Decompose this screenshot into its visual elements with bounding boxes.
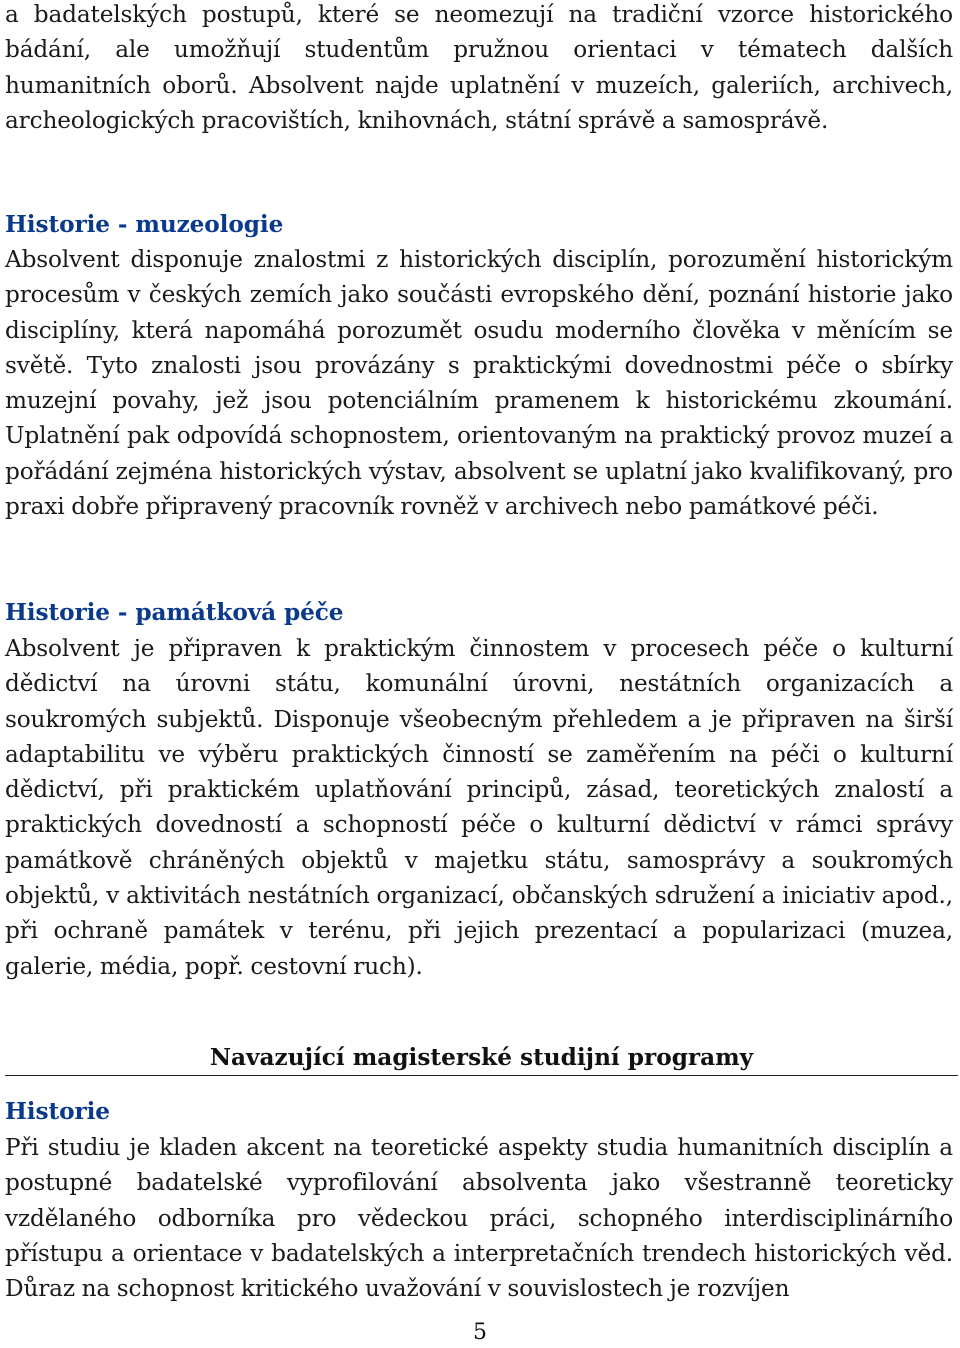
page-number: 5 (473, 1320, 487, 1345)
section-title-navazujici-programy: Navazující magisterské studijní programy (5, 1040, 958, 1076)
heading-historie-pamatkova-pece: Historie - památková péče (5, 599, 344, 626)
paragraph-historie-pamatkova-pece: Absolvent je připraven k praktickým činnostem v procesech péče o kulturní dědictví na úrovni státu, komunální úrovni, nestátních organizacích a soukromých subjektů. Disponuje všeobecným přehledem a je připraven na širší adaptabilitu ve výběru praktických činností se zaměřením na péči o kulturní dědictví, při praktickém uplatňování principů, zásad, teoretických znalostí a praktických dovedností a schopností péče o kulturní dědictví v rámci správy památkově chráněných objektů v majetku státu, samosprávy a soukromých objektů, v aktivitách nestátních organizací, občanských sdružení a iniciativ apod., při ochraně památek v terénu, při jejich prezentací a popularizaci (muzea, galerie, média, popř. cestovní ruch). (5, 635, 953, 980)
paragraph-historie-muzeologie: Absolvent disponuje znalostmi z historických disciplín, porozumění historickým procesům v českých zemích jako součásti evropského dění, poznání historie jako disciplíny, která napomáhá porozumět osudu moderního člověka v měnícím se světě. Tyto znalosti jsou provázány s praktickými dovednostmi péče o sbírky muzejní povahy, jež jsou potenciálním pramenem k historickému zkoumání. Uplatnění pak odpovídá schopnostem, orientovaným na praktický provoz muzeí a pořádání zejména historických výstav, absolvent se uplatní jako kvalifikovaný, pro praxi dobře připravený pracovník rovněž v archivech nebo památkové péči. (5, 246, 953, 521)
heading-historie: Historie (5, 1098, 110, 1125)
intro-paragraph: a badatelských postupů, které se neomezují na tradiční vzorce historického bádání, ale umožňují studentům pružnou orientaci v tématech dalších humanitních oborů. Absolvent najde uplatnění v muzeích, galeriích, archivech, archeologických pracovištích, knihovnách, státní správě a samosprávě. (5, 1, 953, 134)
paragraph-historie: Při studiu je kladen akcent na teoretické aspekty studia humanitních disciplín a postupné badatelské vyprofilování absolventa jako všestranně teoreticky vzdělaného odborníka pro vědeckou práci, schopného interdisciplinárního přístupu a orientace v badatelských a interpretačních trendech historických věd. Důraz na schopnost kritického uvažování v souvislostech je rozvíjen (5, 1134, 953, 1303)
heading-historie-muzeologie: Historie - muzeologie (5, 211, 284, 238)
